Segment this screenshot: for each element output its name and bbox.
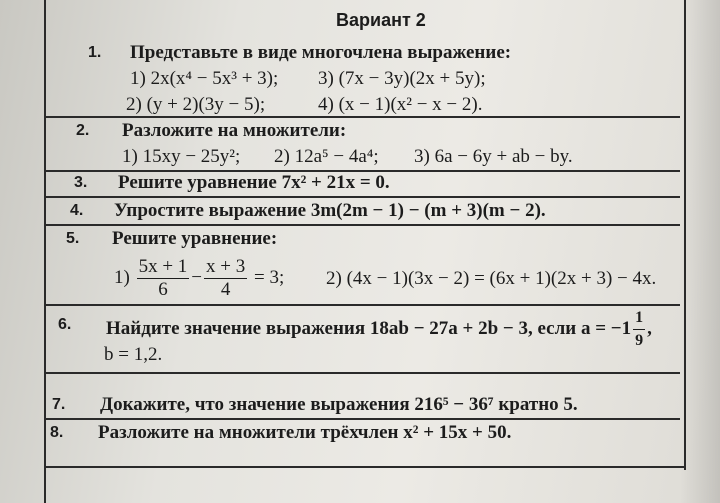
right-margin-rule bbox=[684, 0, 686, 470]
task-item: 1) 15xy − 25y²; bbox=[122, 146, 241, 167]
left-margin-rule bbox=[44, 0, 46, 503]
task-text: Разложите на множители трёхчлен x² + 15x + 50. bbox=[98, 422, 512, 443]
task-text: Упростите выражение 3m(2m − 1) − (m + 3)(m − 2). bbox=[114, 200, 546, 221]
task-item: 3) (7x − 3y)(2x + 5y); bbox=[318, 68, 486, 89]
task-number: 4. bbox=[70, 202, 84, 219]
task-item: b = 1,2. bbox=[104, 344, 163, 365]
task-text: Решите уравнение: bbox=[112, 228, 278, 249]
task-number: 7. bbox=[52, 396, 66, 413]
task-text: Найдите значение выражения 18ab − 27a + 2b − 3, если a = −1 $\frac{1}{9}$ , bbox=[106, 306, 652, 352]
equation-2: 2) (4x − 1)(3x − 2) = (6x + 1)(2x + 3) − 4x. bbox=[326, 268, 657, 289]
task-item: 3) 6a − 6y + ab − by. bbox=[414, 146, 573, 167]
task-item: 4) (x − 1)(x² − x − 2). bbox=[318, 94, 483, 115]
task-number: 3. bbox=[74, 174, 88, 191]
task-number: 2. bbox=[76, 122, 90, 139]
task-number: 8. bbox=[50, 424, 64, 441]
equation-1: 1) $\frac{5x + 1}{6}$ − $\frac{x + 3}{4}$ = 3; bbox=[114, 256, 285, 301]
fraction: $\frac{5x + 1}{6}$ bbox=[138, 256, 188, 301]
fraction: $\frac{x + 3}{4}$ bbox=[206, 256, 246, 301]
task-item: 1) 2x(x⁴ − 5x³ + 3); bbox=[130, 68, 279, 89]
task-text: Докажите, что значение выражения 216⁵ − 36⁷ кратно 5. bbox=[100, 394, 578, 415]
task-text: Разложите на множители: bbox=[122, 120, 347, 141]
task-text: Решите уравнение 7x² + 21x = 0. bbox=[118, 172, 390, 193]
fraction: $\frac{1}{9}$ bbox=[635, 309, 644, 350]
task-number: 6. bbox=[58, 316, 72, 333]
task-number: 1. bbox=[88, 44, 102, 61]
task-text: Представьте в виде многочлена выражение: bbox=[130, 42, 512, 63]
task-item: 2) (y + 2)(3y − 5); bbox=[126, 94, 266, 115]
variant-title: Вариант 2 bbox=[336, 10, 426, 30]
task-item: 2) 12a⁵ − 4a⁴; bbox=[274, 146, 379, 167]
task-number: 5. bbox=[66, 230, 80, 247]
